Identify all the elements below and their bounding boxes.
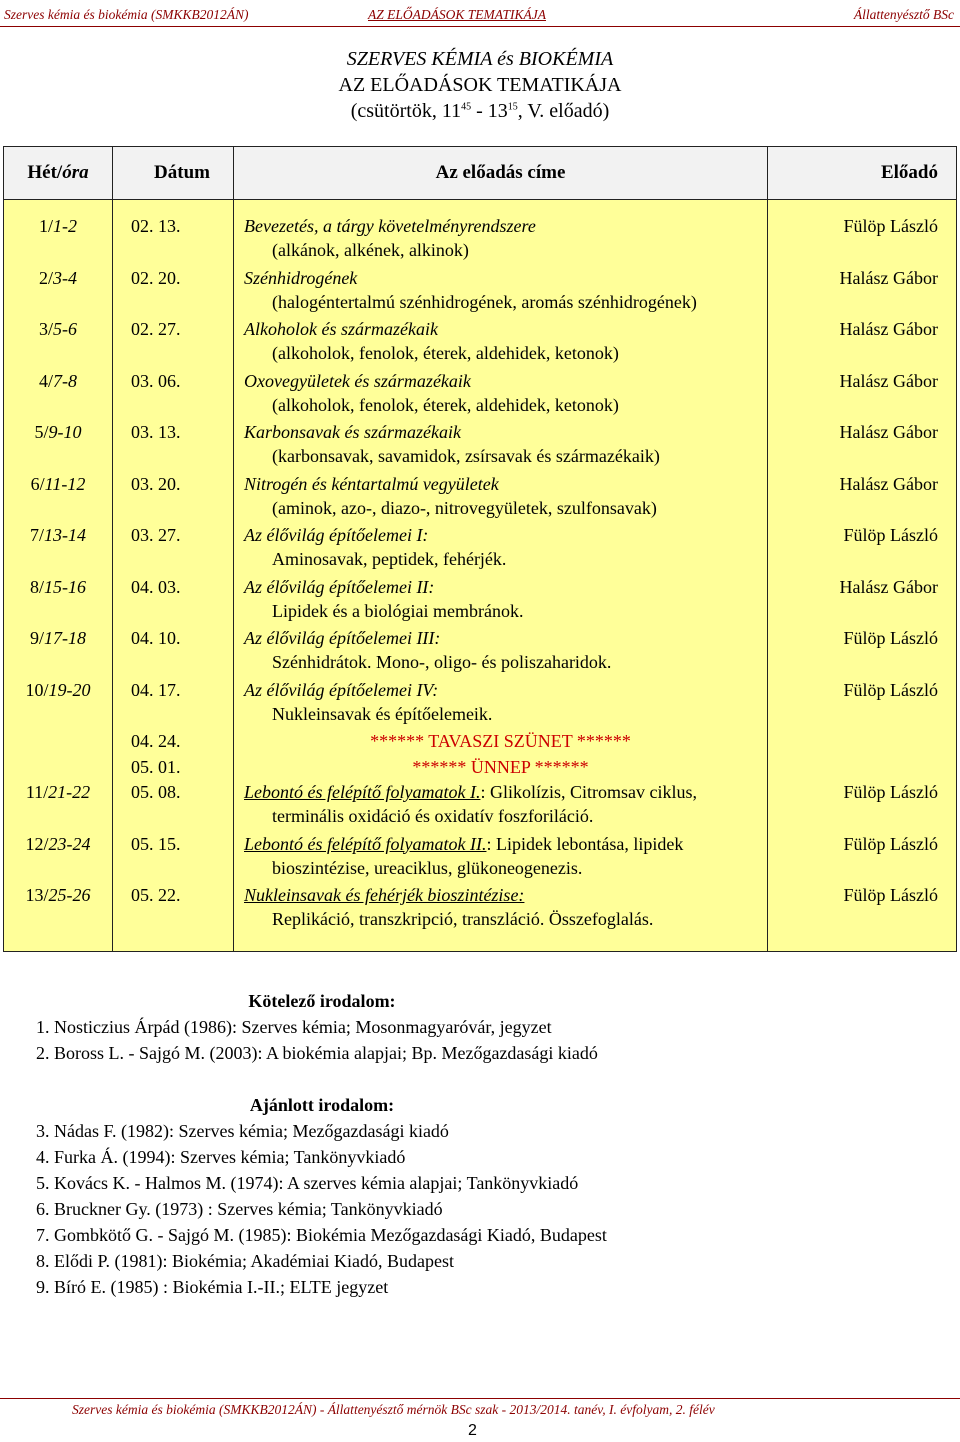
header-rule xyxy=(0,26,960,27)
list-item: 7. Gombkötő G. - Sajgó M. (1985): Biokémia Mezőgazdasági Kiadó, Budapest xyxy=(36,1225,607,1245)
title-line-1: SZERVES KÉMIA és BIOKÉMIA xyxy=(346,48,614,70)
lecture-title-cell: Az élővilág építőelemei IV: Nukleinsavak és építőelemeik. xyxy=(244,679,493,724)
lecturer-cell: Fülöp László xyxy=(843,885,938,905)
document-title xyxy=(0,46,960,124)
table-header-row xyxy=(4,147,957,200)
table-body xyxy=(4,200,957,952)
lecture-title-cell: Az élővilág építőelemei I: Aminosavak, peptidek, fehérjék. xyxy=(244,525,507,569)
lecturer-cell: Halász Gábor xyxy=(839,319,938,339)
break-cell: ****** ÜNNEP ****** xyxy=(412,756,589,777)
date-cell: 04. 24. xyxy=(131,731,181,751)
week-cell: 1/1-2 xyxy=(38,216,77,236)
header-program: Állattenyésztő BSc xyxy=(853,7,954,22)
lecture-title-cell: Nukleinsavak és fehérjék bioszintézise: Replikáció, transzkripció, transzláció. Összefoglalás. xyxy=(244,885,654,929)
week-cell: 10/19-20 xyxy=(25,679,91,700)
date-cell: 03. 13. xyxy=(131,422,181,442)
title-line-2: AZ ELŐADÁSOK TEMATIKÁJA xyxy=(338,74,622,96)
page-number: 2 xyxy=(468,1422,477,1439)
lecture-title-cell: Az élővilág építőelemei III: Szénhidrátok. Mono-, oligo- és poliszaharidok. xyxy=(244,628,612,672)
list-item: 5. Kovács K. - Halmos M. (1974): A szerves kémia alapjai; Tankönyvkiadó xyxy=(36,1173,579,1193)
date-cell: 02. 20. xyxy=(131,267,181,288)
page-header xyxy=(0,4,960,24)
lecturer-cell: Fülöp László xyxy=(843,628,938,648)
lecture-schedule-table xyxy=(3,146,957,952)
lecture-title-cell: Karbonsavak és származékaik (karbonsavak, savamidok, zsírsavak és származékaik) xyxy=(244,422,660,466)
lecturer-column xyxy=(768,200,957,952)
week-cell-empty xyxy=(4,729,112,755)
lecturer-cell: Halász Gábor xyxy=(839,422,938,442)
week-cell: 6/11-12 xyxy=(30,473,86,494)
footer-text: Szerves kémia és biokémia (SMKKB2012ÁN) - Állattenyésztő mérnök BSc szak - 2013/2014. tanév, I. évfolyam, 2. félév xyxy=(72,1402,715,1417)
date-cell: 05. 01. xyxy=(131,756,181,777)
date-cell: 03. 20. xyxy=(131,473,181,494)
list-item: 6. Bruckner Gy. (1973) : Szerves kémia; Tankönyvkiadó xyxy=(36,1199,443,1219)
lecturer-cell: Fülöp László xyxy=(843,525,938,545)
week-cell: 12/23-24 xyxy=(25,833,91,854)
week-cell: 7/13-14 xyxy=(29,525,86,545)
header-lecturer: Előadó xyxy=(768,147,957,200)
week-cell: 5/9-10 xyxy=(34,422,82,442)
lecturer-cell: Halász Gábor xyxy=(839,473,938,494)
title-column xyxy=(234,200,768,952)
date-cell: 04. 10. xyxy=(131,628,181,648)
list-item: 2. Boross L. - Sajgó M. (2003): A biokémia alapjai; Bp. Mezőgazdasági kiadó xyxy=(36,1043,598,1063)
lecturer-cell: Fülöp László xyxy=(843,216,938,236)
lecturer-cell: Halász Gábor xyxy=(839,370,938,391)
header-title: Az előadás címe xyxy=(234,147,768,200)
week-cell: 8/15-16 xyxy=(29,576,86,597)
week-cell: 9/17-18 xyxy=(29,628,86,648)
list-item: 4. Furka Á. (1994): Szerves kémia; Tankönyvkiadó xyxy=(36,1147,406,1167)
lecturer-cell: Halász Gábor xyxy=(839,267,938,288)
header-course: Szerves kémia és biokémia (SMKKB2012ÁN) xyxy=(4,7,249,22)
footer-rule xyxy=(0,1398,960,1399)
recommended-literature-heading: Ajánlott irodalom: xyxy=(249,1095,395,1115)
recommended-literature-list xyxy=(36,1118,936,1300)
date-cell: 05. 22. xyxy=(131,885,181,905)
week-cell: 13/25-26 xyxy=(25,885,91,905)
lecture-title-cell: Lebontó és felépítő folyamatok II.: Lipidek lebontása, lipidek bioszintézise, ureaciklus, glükoneogenezis. xyxy=(244,833,684,878)
date-cell: 03. 06. xyxy=(131,370,181,391)
date-cell: 02. 13. xyxy=(131,216,181,236)
date-cell: 04. 17. xyxy=(131,679,181,700)
lecture-title-cell: Szénhidrogének (halogéntertalmú szénhidrogének, aromás szénhidrogének) xyxy=(244,267,697,312)
lecture-title-cell: Lebontó és felépítő folyamatok I.: Glikolízis, Citromsav ciklus, terminális oxidáció és oxidatív foszforiláció. xyxy=(244,782,697,826)
week-column xyxy=(4,200,113,952)
required-literature-list xyxy=(36,1014,936,1066)
lecturer-cell-empty xyxy=(768,755,938,781)
break-cell: ****** TAVASZI SZÜNET ****** xyxy=(370,731,631,751)
week-cell: 2/3-4 xyxy=(38,267,77,288)
required-literature-heading: Kötelező irodalom: xyxy=(248,991,396,1011)
date-cell: 05. 15. xyxy=(131,833,181,854)
list-item: 8. Elődi P. (1981): Biokémia; Akadémiai Kiadó, Budapest xyxy=(36,1251,454,1271)
literature-section xyxy=(36,988,936,1300)
date-cell: 02. 27. xyxy=(131,319,181,339)
lecturer-cell: Fülöp László xyxy=(843,833,938,854)
lecture-title-cell: Nitrogén és kéntartalmú vegyületek (aminok, azo-, diazo-, nitrovegyületek, szulfonsavak) xyxy=(244,473,657,518)
title-line-3: (csütörtök, $11^{45} - 13^{15}$, V. előadó) xyxy=(350,100,610,122)
lecture-title-cell: Oxovegyületek és származékaik (alkoholok, fenolok, éterek, aldehidek, ketonok) xyxy=(244,370,619,415)
week-cell: 4/7-8 xyxy=(38,370,77,391)
header-date: Dátum xyxy=(113,147,234,200)
week-cell-empty xyxy=(4,755,112,781)
lecturer-cell: Halász Gábor xyxy=(839,576,938,597)
lecturer-cell-empty xyxy=(768,729,938,755)
list-item: 9. Bíró E. (1985) : Biokémia I.-II.; ELTE jegyzet xyxy=(36,1277,389,1297)
week-cell: 3/5-6 xyxy=(38,319,77,339)
lecturer-cell: Fülöp László xyxy=(843,679,938,700)
lecture-title-cell: Alkoholok és származékaik (alkoholok, fenolok, éterek, aldehidek, ketonok) xyxy=(244,319,619,363)
date-cell: 05. 08. xyxy=(131,782,181,802)
header-week: Hét/óra xyxy=(4,147,113,200)
list-item: 3. Nádas F. (1982): Szerves kémia; Mezőgazdasági kiadó xyxy=(36,1121,449,1141)
date-cell: 03. 27. xyxy=(131,525,181,545)
date-column xyxy=(113,200,234,952)
list-item: 1. Nosticzius Árpád (1986): Szerves kémia; Mosonmagyaróvár, jegyzet xyxy=(36,1017,552,1037)
week-cell: 11/21-22 xyxy=(25,782,91,802)
date-cell: 04. 03. xyxy=(131,576,181,597)
lecture-title-cell: Bevezetés, a tárgy követelményrendszere (alkánok, alkének, alkinok) xyxy=(244,216,536,260)
lecture-title-cell: Az élővilág építőelemei II: Lipidek és a biológiai membránok. xyxy=(244,576,524,621)
header-topic: AZ ELŐADÁSOK TEMATIKÁJA xyxy=(368,7,546,22)
lecturer-cell: Fülöp László xyxy=(843,782,938,802)
